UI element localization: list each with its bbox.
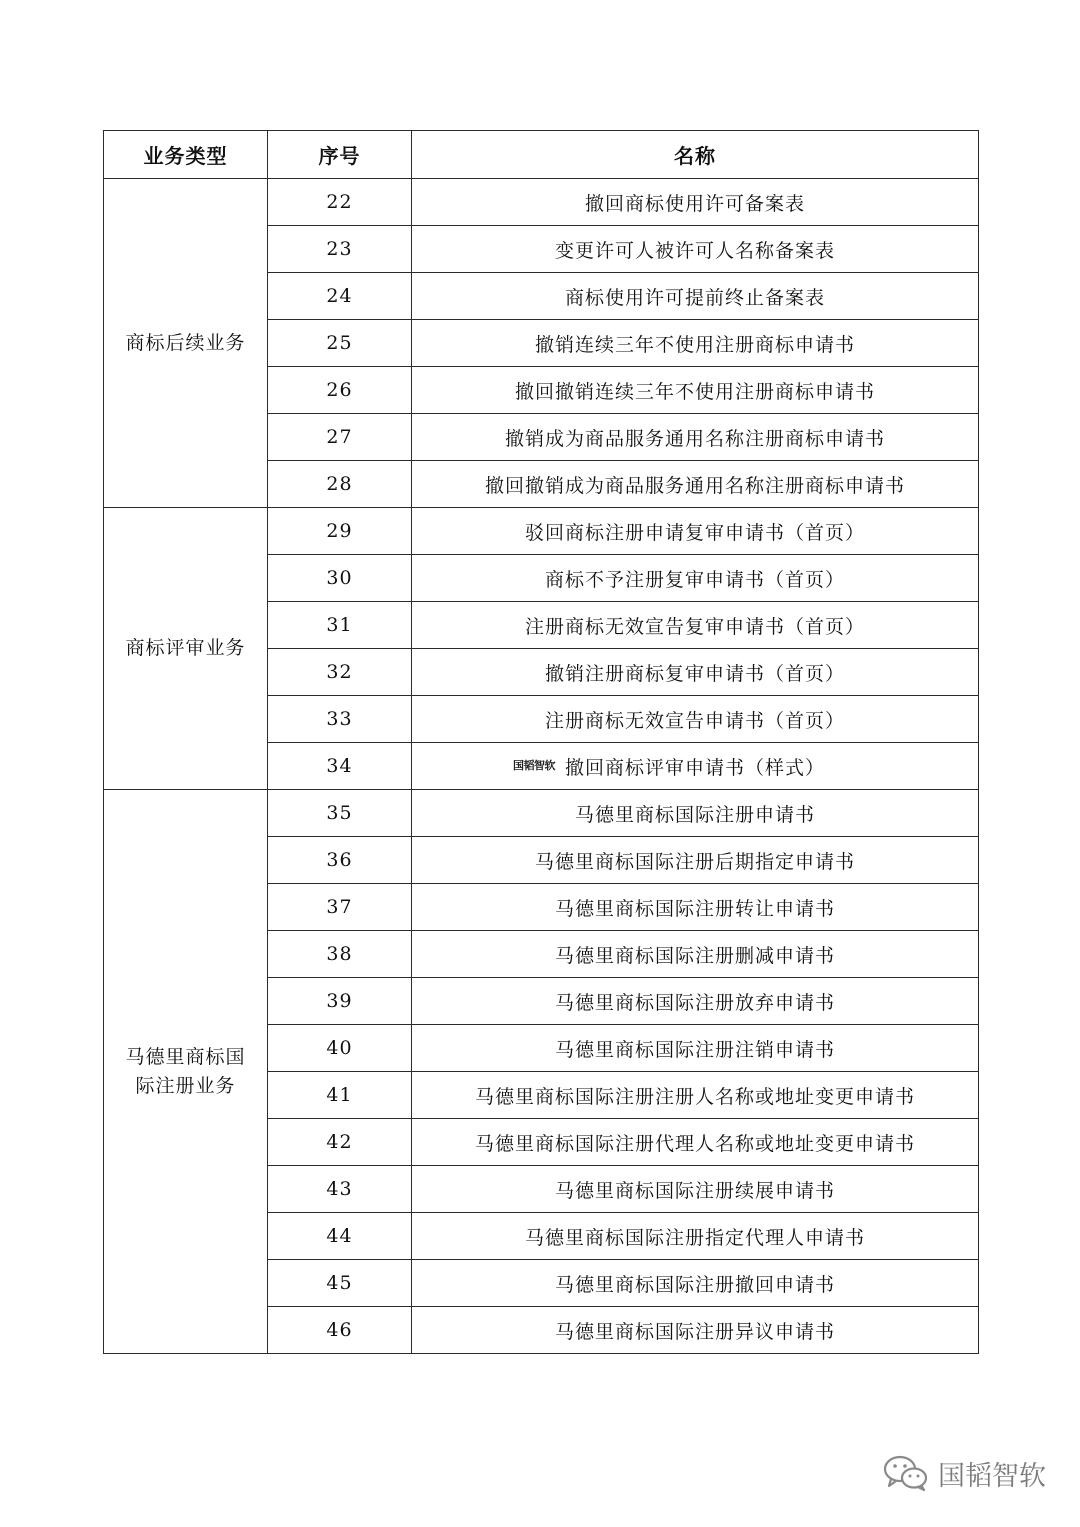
serial-number-cell: 24 [268,273,412,320]
form-name-cell: 马德里商标国际注册放弃申请书 [412,978,979,1025]
business-type-cell [104,790,268,1354]
business-type-label: 商标后续业务 [125,331,246,354]
header-business-type: 业务类型 [104,131,268,179]
form-name-cell: 马德里商标国际注册代理人名称或地址变更申请书 [412,1119,979,1166]
form-name-cell: 撤回撤销成为商品服务通用名称注册商标申请书 [412,461,979,508]
header-name: 名称 [412,131,979,179]
table-row [104,508,979,555]
serial-number-cell: 30 [268,555,412,602]
table-header-row [104,131,979,179]
serial-number-cell: 32 [268,649,412,696]
form-name-cell: 驳回商标注册申请复审申请书（首页） [412,508,979,555]
serial-number-cell: 35 [268,790,412,837]
table-row [104,179,979,226]
inline-stamp-text: 国韬智软 [513,759,555,772]
form-name-cell: 马德里商标国际注册删减申请书 [412,931,979,978]
form-name-cell: 马德里商标国际注册注销申请书 [412,1025,979,1072]
header-serial-number: 序号 [268,131,412,179]
serial-number-cell: 43 [268,1166,412,1213]
serial-number-cell: 34 [268,743,412,790]
serial-number-cell: 38 [268,931,412,978]
serial-number-cell: 29 [268,508,412,555]
serial-number-cell: 36 [268,837,412,884]
serial-number-cell: 26 [268,367,412,414]
form-name-cell: 马德里商标国际注册申请书 [412,790,979,837]
form-name-cell: 撤销连续三年不使用注册商标申请书 [412,320,979,367]
form-name-cell: 马德里商标国际注册撤回申请书 [412,1260,979,1307]
wechat-icon [882,1453,930,1493]
business-type-label: 商标评审业务 [125,637,246,659]
form-name-cell: 撤销成为商品服务通用名称注册商标申请书 [412,414,979,461]
form-name-cell: 马德里商标国际注册续展申请书 [412,1166,979,1213]
form-name-cell: 撤回商标评审申请书（样式） [412,743,979,790]
serial-number-cell: 33 [268,696,412,743]
serial-number-cell: 31 [268,602,412,649]
form-name-cell: 马德里商标国际注册指定代理人申请书 [412,1213,979,1260]
serial-number-cell: 28 [268,461,412,508]
serial-number-cell: 22 [268,179,412,226]
business-type-cell [104,508,268,790]
form-name-cell: 注册商标无效宣告申请书（首页） [412,696,979,743]
form-name-cell: 商标不予注册复审申请书（首页） [412,555,979,602]
serial-number-cell: 25 [268,320,412,367]
serial-number-cell: 44 [268,1213,412,1260]
form-name-cell: 注册商标无效宣告复审申请书（首页） [412,602,979,649]
serial-number-cell: 41 [268,1072,412,1119]
form-name-cell: 商标使用许可提前终止备案表 [412,273,979,320]
form-name-cell: 撤回商标使用许可备案表 [412,179,979,226]
form-name-cell: 撤回撤销连续三年不使用注册商标申请书 [412,367,979,414]
watermark [882,1453,1046,1493]
form-name-cell: 马德里商标国际注册异议申请书 [412,1307,979,1354]
form-name-cell: 撤销注册商标复审申请书（首页） [412,649,979,696]
form-name-cell: 马德里商标国际注册后期指定申请书 [412,837,979,884]
serial-number-cell: 37 [268,884,412,931]
table-row [104,790,979,837]
serial-number-cell: 42 [268,1119,412,1166]
watermark-text: 国韬智软 [938,1460,1046,1492]
business-type-label: 马德里商标国际注册业务 [125,1045,246,1097]
form-name-cell: 马德里商标国际注册注册人名称或地址变更申请书 [412,1072,979,1119]
forms-table [103,130,979,1354]
form-name-cell: 变更许可人被许可人名称备案表 [412,226,979,273]
serial-number-cell: 39 [268,978,412,1025]
form-name-cell: 马德里商标国际注册转让申请书 [412,884,979,931]
serial-number-cell: 46 [268,1307,412,1354]
serial-number-cell: 27 [268,414,412,461]
serial-number-cell: 23 [268,226,412,273]
serial-number-cell: 45 [268,1260,412,1307]
business-type-cell [104,179,268,508]
serial-number-cell: 40 [268,1025,412,1072]
